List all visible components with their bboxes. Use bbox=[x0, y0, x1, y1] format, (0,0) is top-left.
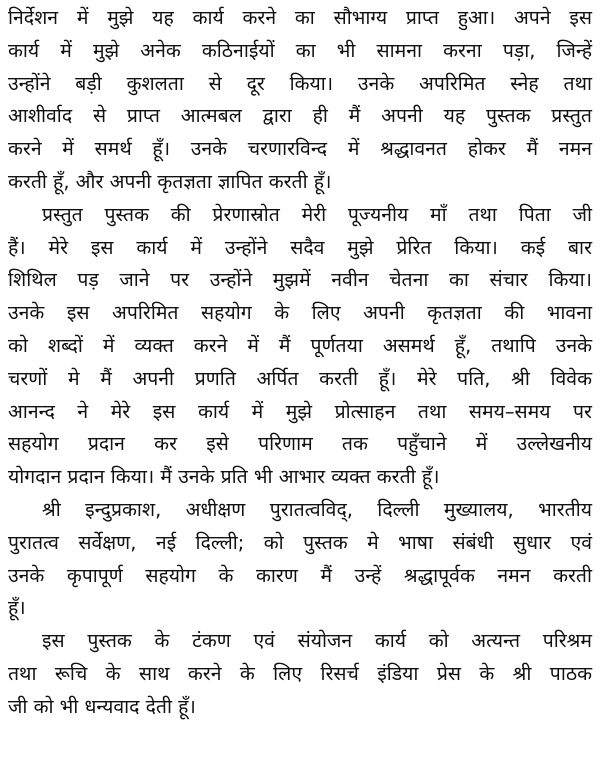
text-line: श्री इन्दुप्रकाश, अधीक्षण पुरातत्वविद्, दिल्ली मुख्यालय, भारतीय bbox=[42, 497, 592, 521]
text-line: तथा रूचि के साथ करने के लिए रिसर्च इंडिया प्रेस के श्री पाठक bbox=[8, 661, 592, 685]
text-line: उनके कृपापूर्ण सहयोग के कारण मैं उन्हें श्रद्धापूर्वक नमन करती bbox=[8, 563, 592, 587]
text-line: जी को भी धन्यवाद देती हूँ। bbox=[8, 694, 196, 718]
text-line: आशीर्वाद से प्राप्त आत्मबल द्वारा ही मैं अपनी यह पुस्तक प्रस्तुत bbox=[8, 104, 592, 128]
text-line: को शब्दों में व्यक्त करने में मैं पूर्णतया असमर्थ हूँ, तथापि उनके bbox=[8, 333, 592, 357]
text-line: हैं। मेरे इस कार्य में उन्होंने सदैव मुझे प्रेरित किया। कई बार bbox=[8, 235, 592, 259]
text-line: शिथिल पड़ जाने पर उन्होंने मुझमें नवीन चेतना का संचार किया। bbox=[8, 268, 592, 292]
text-line: करती हूँ, और अपनी कृतज्ञता ज्ञापित करती हूँ। bbox=[8, 169, 332, 193]
text-line: आनन्द ने मेरे इस कार्य में मुझे प्रोत्साहन तथा समय–समय पर bbox=[8, 399, 592, 423]
text-line: करने में समर्थ हूँ। उनके चरणारविन्द में श्रद्धावनत होकर मैं नमन bbox=[8, 137, 592, 161]
text-line: योगदान प्रदान किया। मैं उनके प्रति भी आभार व्यक्त करती हूँ। bbox=[8, 465, 440, 489]
text-line: हूँ। bbox=[8, 596, 26, 620]
text-line: निर्देशन में मुझे यह कार्य करने का सौभाग्य प्राप्त हुआ। अपने इस bbox=[8, 6, 592, 29]
paragraph-4 bbox=[8, 625, 592, 723]
text-line: पुरातत्व सर्वेक्षण, नई दिल्ली; को पुस्तक मे भाषा संबंधी सुधार एवं bbox=[8, 530, 592, 554]
text-line: उन्होंने बड़ी कुशलता से दूर किया। उनके अपरिमित स्नेह तथा bbox=[8, 71, 592, 95]
paragraph-1 bbox=[8, 2, 592, 199]
text-line: सहयोग प्रदान कर इसे परिणाम तक पहुँचाने में उल्लेखनीय bbox=[8, 432, 592, 456]
text-line: इस पुस्तक के टंकण एवं संयोजन कार्य को अत्यन्त परिश्रम bbox=[42, 629, 592, 653]
text-line: उनके इस अपरिमित सहयोग के लिए अपनी कृतज्ञता की भावना bbox=[8, 301, 592, 325]
paragraph-3 bbox=[8, 494, 592, 625]
paragraph-2 bbox=[8, 199, 592, 494]
text-line: कार्य में मुझे अनेक कठिनाईयों का भी सामना करना पड़ा, जिन्हें bbox=[8, 38, 592, 62]
text-line: चरणों मे मैं अपनी प्रणति अर्पित करती हूँ। मेरे पति, श्री विवेक bbox=[8, 366, 592, 390]
text-line: प्रस्तुत पुस्तक की प्रेरणास्रोत मेरी पूज्यनीय माँ तथा पिता जी bbox=[42, 202, 592, 226]
